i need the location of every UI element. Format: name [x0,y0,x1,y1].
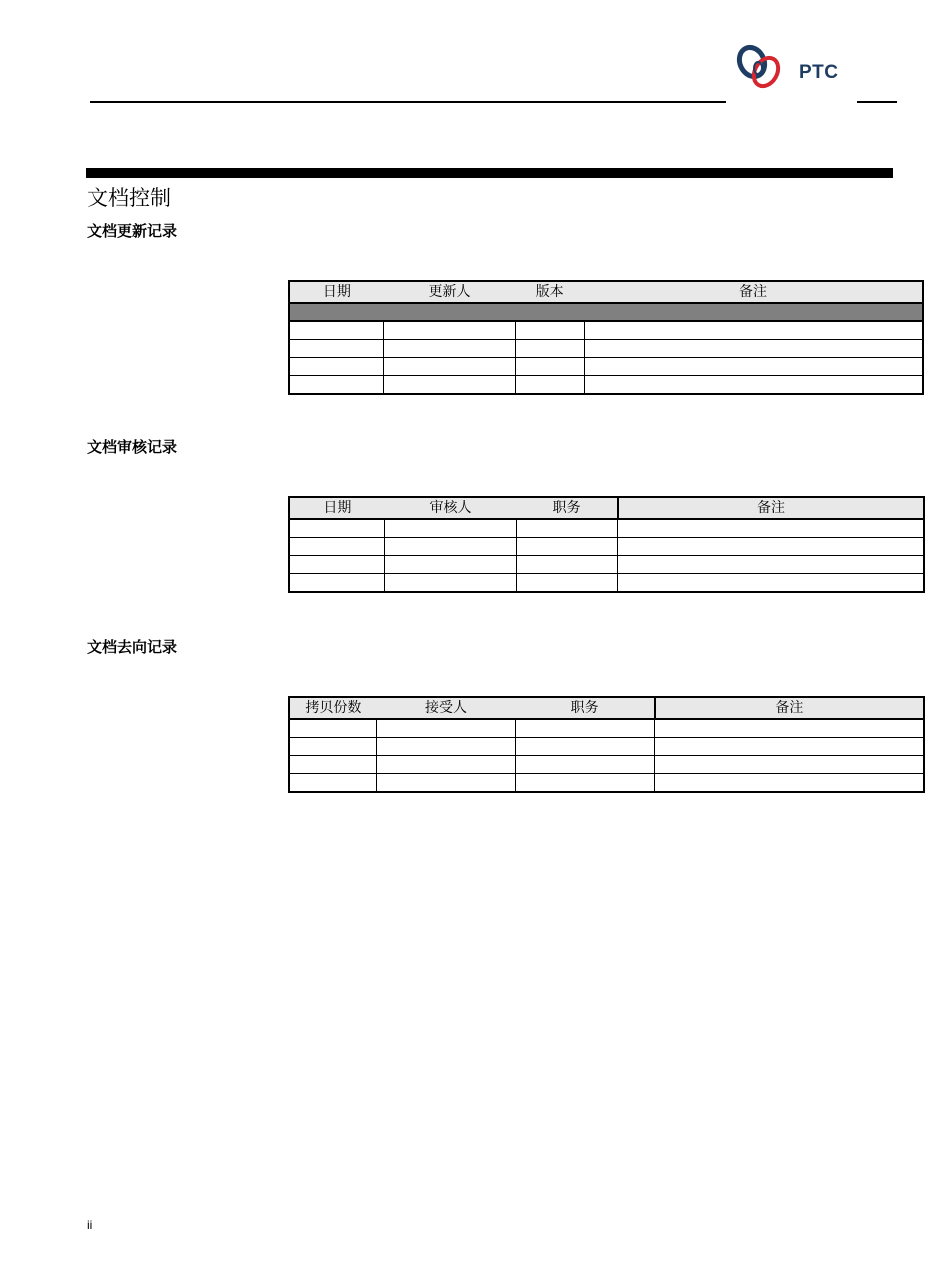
table-cell[interactable] [377,719,516,738]
table-cell[interactable] [289,774,377,793]
table-cell[interactable] [515,376,584,395]
table-cell[interactable] [516,519,618,538]
column-header: 备注 [584,281,923,303]
table-cell[interactable] [516,574,618,593]
table-cell[interactable] [289,321,384,340]
table-row [289,538,924,556]
column-header: 职务 [516,497,618,519]
table-cell[interactable] [584,376,923,395]
update-record-table [288,280,924,395]
table-cell[interactable] [289,719,377,738]
table-cell[interactable] [516,556,618,574]
distribution-section-title: 文档去向记录 [87,638,178,656]
column-header: 日期 [289,281,384,303]
table-cell[interactable] [289,376,384,395]
page-title: 文档控制 [87,186,171,210]
table-row [289,738,924,756]
column-header: 备注 [655,697,924,719]
table-cell[interactable] [655,738,924,756]
distribution-record-table [288,696,925,793]
table-row [289,774,924,793]
table-cell[interactable] [385,574,517,593]
table-cell[interactable] [289,738,377,756]
table-cell[interactable] [515,719,655,738]
column-header: 日期 [289,497,385,519]
column-header: 拷贝份数 [289,697,377,719]
table-cell[interactable] [584,321,923,340]
table-cell[interactable] [515,340,584,358]
table-cell[interactable] [289,538,385,556]
table-cell[interactable] [515,358,584,376]
table-cell[interactable] [384,376,516,395]
page-number: ii [87,1218,93,1232]
table-cell[interactable] [377,774,516,793]
table-cell[interactable] [385,556,517,574]
column-header: 接受人 [377,697,516,719]
table-cell[interactable] [618,574,924,593]
table-cell[interactable] [384,358,516,376]
review-record-table [288,496,925,593]
table-header-row [289,281,923,303]
table-row [289,358,923,376]
table-row [289,574,924,593]
table-row [289,719,924,738]
table-cell[interactable] [655,719,924,738]
table-cell[interactable] [377,738,516,756]
column-header: 备注 [618,497,924,519]
table-cell[interactable] [515,738,655,756]
table-cell[interactable] [515,774,655,793]
table-row [289,756,924,774]
table-row [289,519,924,538]
update-section-title: 文档更新记录 [87,222,178,240]
table-cell[interactable] [289,519,385,538]
table-cell[interactable] [515,321,584,340]
table-cell[interactable] [515,756,655,774]
table-cell[interactable] [289,556,385,574]
logo-text: PTC [799,62,839,83]
title-bar [86,168,893,178]
table-cell[interactable] [655,756,924,774]
column-header: 职务 [515,697,655,719]
table-cell[interactable] [377,756,516,774]
table-header-row [289,497,924,519]
review-section-title: 文档审核记录 [87,438,178,456]
column-header: 版本 [515,281,584,303]
table-header-row [289,697,924,719]
table-cell[interactable] [584,358,923,376]
table-cell[interactable] [385,519,517,538]
table-cell[interactable] [289,340,384,358]
table-cell[interactable] [385,538,517,556]
column-header: 审核人 [385,497,517,519]
table-row [289,376,923,395]
table-cell[interactable] [584,340,923,358]
table-cell[interactable] [289,358,384,376]
gray-band [289,303,923,321]
header-rule-left [90,101,726,103]
table-cell[interactable] [618,538,924,556]
header-rule-right [857,101,897,103]
table-cell[interactable] [289,756,377,774]
gray-band-row [289,303,923,321]
table-cell[interactable] [618,519,924,538]
table-cell[interactable] [384,321,516,340]
column-header: 更新人 [384,281,516,303]
table-cell[interactable] [289,574,385,593]
table-cell[interactable] [516,538,618,556]
table-row [289,321,923,340]
table-cell[interactable] [384,340,516,358]
table-row [289,556,924,574]
table-row [289,340,923,358]
table-cell[interactable] [655,774,924,793]
table-cell[interactable] [618,556,924,574]
